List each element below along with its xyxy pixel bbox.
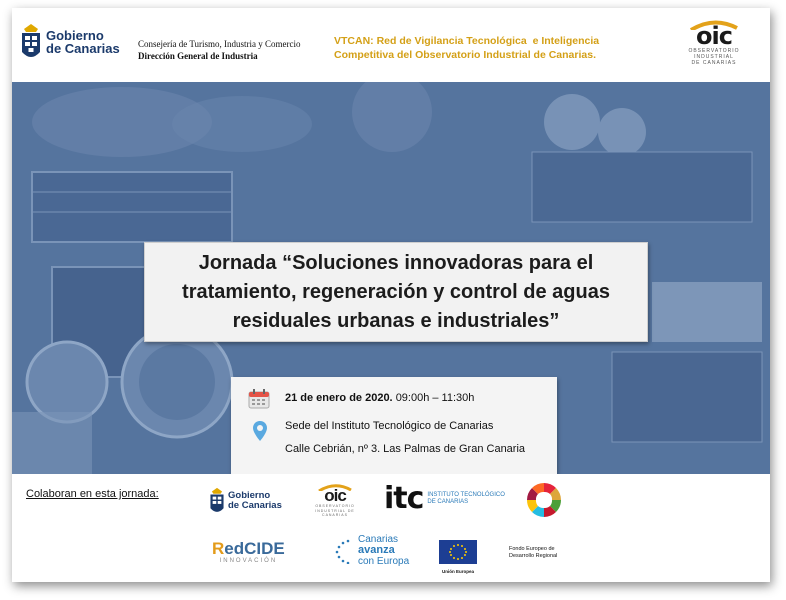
event-venue: Sede del Instituto Tecnológico de Canarias	[285, 420, 494, 432]
redcide-sub: INNOVACIÓN	[219, 558, 278, 564]
gobierno-line2: de Canarias	[46, 41, 120, 56]
calendar-icon	[248, 389, 270, 409]
event-date-line	[285, 392, 474, 404]
event-date: 21 de enero de 2020.	[285, 392, 393, 404]
itc-sub2: DE CANARIAS	[427, 499, 469, 505]
colaboran-label: Colaboran en esta jornada:	[26, 488, 159, 500]
coat-of-arms-icon	[209, 486, 225, 516]
event-flyer	[12, 8, 770, 582]
footer-oic-logo	[310, 484, 360, 518]
footer-gob-line1: Gobierno	[228, 490, 271, 501]
footer-oic-sub: OBSERVATORIO INDUSTRIAL DE CANARIAS	[315, 504, 355, 517]
hero-banner	[12, 82, 770, 474]
redcide-r: R	[212, 539, 225, 558]
footer	[12, 474, 770, 582]
event-time: 09:00h – 11:30h	[395, 392, 475, 404]
consejeria-line2: Dirección General de Industria	[138, 51, 258, 61]
redcide-logo	[212, 540, 285, 564]
canarias-avanza-text	[358, 534, 409, 567]
gobierno-canarias-logo	[20, 22, 120, 62]
header	[12, 8, 770, 82]
footer-gob-line2: de Canarias	[228, 500, 282, 511]
eu-flag-icon	[439, 540, 477, 564]
consejeria-text	[138, 38, 300, 62]
coat-of-arms-icon	[20, 22, 42, 62]
eu-label: Unión Europea	[441, 569, 474, 574]
location-pin-icon	[253, 421, 267, 441]
feder-line2: Desarrollo Regional	[509, 553, 558, 559]
gobierno-line1: Gobierno	[46, 28, 104, 43]
oic-logo	[680, 20, 748, 66]
vtcan-line1: VTCAN: Red de Vigilancia Tecnológica e Inteligencia	[334, 35, 600, 47]
eu-logo	[439, 540, 477, 574]
canarias-line2: avanza	[358, 544, 395, 556]
stars-arc-icon	[334, 538, 354, 564]
sdg-wheel-icon	[526, 482, 562, 518]
redcide-rest: edCIDE	[224, 539, 285, 558]
redcide-wordmark	[212, 540, 285, 558]
canarias-line3: con Europa	[358, 556, 410, 567]
itc-wordmark: itc	[384, 481, 424, 516]
footer-oic-wordmark: oic	[324, 486, 346, 505]
event-title-box	[144, 242, 648, 342]
event-address: Calle Cebrián, nº 3. Las Palmas de Gran Canaria	[285, 443, 526, 455]
oic-sub2: INDUSTRIAL	[694, 54, 734, 60]
event-info-box	[231, 377, 557, 474]
vtcan-line2: Competitiva del Observatorio Industrial de Canarias.	[334, 49, 596, 61]
vtcan-title	[334, 34, 599, 62]
itc-subtitle	[427, 492, 504, 506]
feder-text	[509, 546, 557, 560]
itc-logo	[384, 481, 505, 516]
itc-sub1: INSTITUTO TECNOLÓGICO	[427, 492, 505, 498]
canarias-line1: Canarias	[358, 534, 399, 545]
footer-gobierno-logo	[209, 486, 282, 516]
event-title: Jornada “Soluciones innovadoras para el tratamiento, regeneración y control de aguas residuales urbanas e industriales”	[182, 251, 610, 332]
consejeria-line1: Consejería de Turismo, Industria y Comercio	[138, 39, 301, 49]
oic-wordmark: oic	[696, 22, 732, 50]
gobierno-wordmark	[46, 29, 120, 55]
oic-sub1: OBSERVATORIO	[688, 48, 740, 54]
oic-sub3: DE CANARIAS	[691, 60, 737, 66]
feder-line1: Fondo Europeo de	[509, 546, 555, 552]
canarias-avanza-logo	[334, 534, 409, 567]
footer-gobierno-wordmark	[228, 491, 282, 511]
